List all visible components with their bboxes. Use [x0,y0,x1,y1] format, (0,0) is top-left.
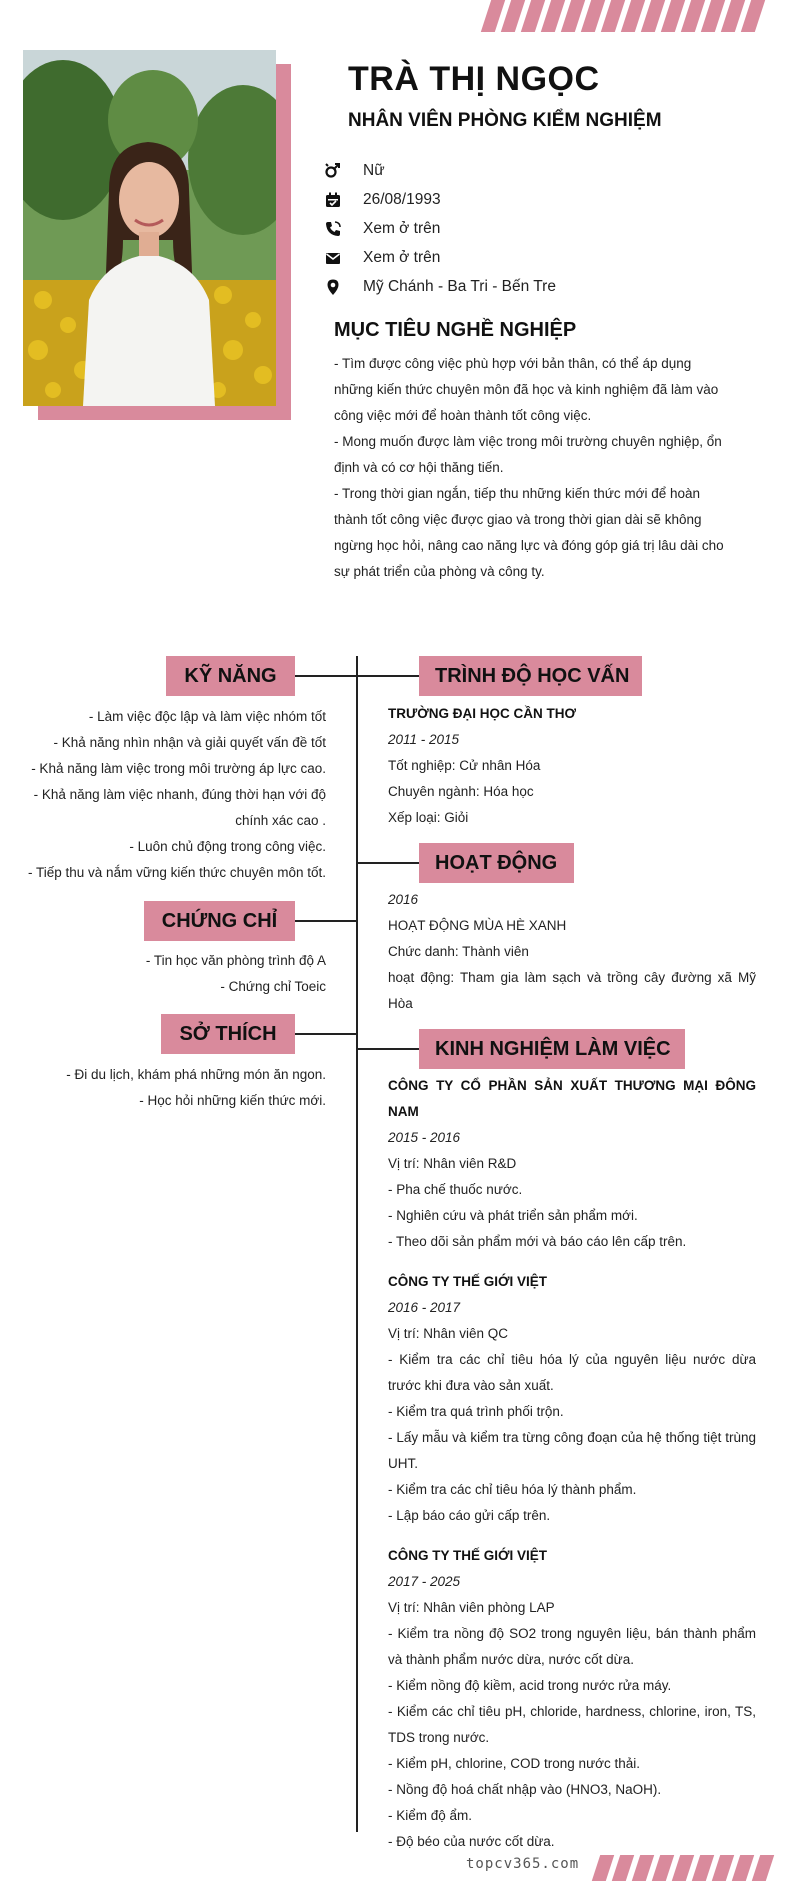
address-text: Mỹ Chánh - Ba Tri - Bến Tre [363,278,556,295]
candidate-job-title: NHÂN VIÊN PHÒNG KIỂM NGHIỆM [348,110,662,131]
experience-heading: KINH NGHIỆM LÀM VIỆC [419,1029,685,1069]
gender-text: Nữ [363,162,385,179]
job-task: - Kiểm tra quá trình phối trộn. [388,1404,564,1419]
job-task: - Kiểm tra các chỉ tiêu hóa lý của nguyên liệu nước dừa trước khi đưa vào sản xuất. [388,1352,756,1393]
skill-item: - Khả năng làm việc nhanh, đúng thời hạn với độ [33,787,326,802]
skill-item: - Khả năng nhìn nhận và giải quyết vấn đề tốt [53,735,326,750]
gender-icon [323,161,343,181]
skill-item: chính xác cao . [235,813,326,828]
job-task: - Lập báo cáo gửi cấp trên. [388,1508,551,1523]
education-connector [358,675,419,677]
experience-block [388,1073,756,1869]
objective-line: - Tìm được công việc phù hợp với bản thân, có thể áp dụng những kiến thức chuyên môn đã học và kinh nghiệm đã làm vào công việc mới để hoàn thành tốt công việc. [334,356,719,423]
experience-item [388,1073,756,1255]
job-position: Vị trí: Nhân viên QC [388,1326,509,1341]
job-task: - Theo dõi sản phẩm mới và báo cáo lên cấp trên. [388,1234,687,1249]
experience-item [388,1269,756,1529]
certificates-list [26,948,326,1000]
phone-text: Xem ở trên [363,220,441,237]
certificates-heading: CHỨNG CHỈ [144,901,295,941]
activity-role: Chức danh: Thành viên [388,944,529,959]
job-task: - Nồng độ hoá chất nhập vào (HNO3, NaOH). [388,1782,662,1797]
top-stripes-decoration [486,0,760,32]
activities-heading: HOẠT ĐỘNG [419,843,574,883]
skills-heading: KỸ NĂNG [166,656,295,696]
education-line: Chuyên ngành: Hóa học [388,784,534,799]
info-address [323,276,556,298]
hobby-item: - Học hỏi những kiến thức mới. [139,1093,326,1108]
hobby-item: - Đi du lịch, khám phá những món ăn ngon. [66,1067,326,1082]
company-name: CÔNG TY THẾ GIỚI VIỆT [388,1548,548,1563]
info-birthday [323,189,441,211]
job-period: 2015 - 2016 [388,1130,461,1145]
company-name: CÔNG TY CỔ PHẦN SẢN XUẤT THƯƠNG MẠI ĐÔNG NAM [388,1078,756,1119]
hobbies-connector [295,1033,356,1035]
job-task: - Độ béo của nước cốt dừa. [388,1834,555,1849]
candidate-name: TRÀ THỊ NGỌC [348,60,600,98]
activities-block [388,887,756,1017]
certificate-item: - Tin học văn phòng trình độ A [145,953,326,968]
profile-photo [23,50,276,406]
school-name: TRƯỜNG ĐẠI HỌC CẦN THƠ [388,706,576,721]
experience-connector [358,1048,419,1050]
job-position: Vị trí: Nhân viên phòng LAP [388,1600,555,1615]
phone-icon [323,219,343,239]
job-period: 2016 - 2017 [388,1300,461,1315]
certificate-item: - Chứng chỉ Toeic [220,979,326,994]
birthday-text: 26/08/1993 [363,191,441,208]
footer-brand[interactable]: topcv365.com [466,1856,580,1872]
activities-connector [358,862,419,864]
skills-connector [295,675,356,677]
job-task: - Kiểm pH, chlorine, COD trong nước thải. [388,1756,640,1771]
job-task: - Kiểm độ ẩm. [388,1808,473,1823]
education-line: Xếp loại: Giỏi [388,810,469,825]
job-task: - Kiểm các chỉ tiêu pH, chloride, hardness, chlorine, iron, TS, TDS trong nước. [388,1704,756,1745]
calendar-icon [323,190,343,210]
company-name: CÔNG TY THẾ GIỚI VIỆT [388,1274,548,1289]
profile-photo-illustration [23,50,276,406]
job-task: - Nghiên cứu và phát triển sản phẩm mới. [388,1208,638,1223]
hobbies-list [6,1062,326,1114]
skills-list [6,704,326,886]
job-task: - Lấy mẫu và kiểm tra từng công đoạn của hệ thống tiệt trùng UHT. [388,1430,756,1471]
info-phone [323,218,440,240]
education-block [388,701,756,831]
location-icon [323,277,343,297]
experience-item [388,1543,756,1855]
activity-name: HOẠT ĐỘNG MÙA HÈ XANH [388,918,567,933]
skill-item: - Khả năng làm việc trong môi trường áp lực cao. [31,761,326,776]
email-icon [323,248,343,268]
education-line: Tốt nghiệp: Cử nhân Hóa [388,758,541,773]
activity-description: hoạt động: Tham gia làm sạch và trồng cây đường xã Mỹ Hòa [388,970,756,1011]
job-task: - Kiểm nồng độ kiềm, acid trong nước rửa máy. [388,1678,672,1693]
email-text: Xem ở trên [363,249,441,266]
stripe [741,0,765,32]
job-task: - Kiểm tra các chỉ tiêu hóa lý thành phẩm. [388,1482,637,1497]
job-task: - Kiểm tra nồng độ SO2 trong nguyên liệu, bán thành phẩm và thành phẩm nước dừa, nước cốt dừa. [388,1626,756,1667]
skill-item: - Làm việc độc lập và làm việc nhóm tốt [88,709,326,724]
objective-heading: MỤC TIÊU NGHỀ NGHIỆP [334,319,577,341]
job-position: Vị trí: Nhân viên R&D [388,1156,517,1171]
info-email [323,247,440,269]
objective-body [334,351,734,585]
activity-period: 2016 [388,892,419,907]
hobbies-heading: SỞ THÍCH [161,1014,295,1054]
education-period: 2011 - 2015 [388,732,460,747]
info-gender [323,160,385,182]
job-task: - Pha chế thuốc nước. [388,1182,523,1197]
skill-item: - Tiếp thu và nắm vững kiến thức chuyên môn tốt. [28,865,326,880]
certificates-connector [295,920,356,922]
skill-item: - Luôn chủ động trong công việc. [129,839,326,854]
education-heading: TRÌNH ĐỘ HỌC VẤN [419,656,642,696]
objective-line: - Mong muốn được làm việc trong môi trường chuyên nghiệp, ổn định và có cơ hội thăng tiến. [334,434,722,475]
job-period: 2017 - 2025 [388,1574,461,1589]
objective-line: - Trong thời gian ngắn, tiếp thu những kiến thức mới để hoàn thành tốt công việc được giao và trong thời gian dài sẽ không ngừng học hỏi, nâng cao năng lực và đóng góp giá trị lâu dài cho sự phát triển của phòng và công ty. [334,486,724,579]
timeline-line [356,656,358,1832]
